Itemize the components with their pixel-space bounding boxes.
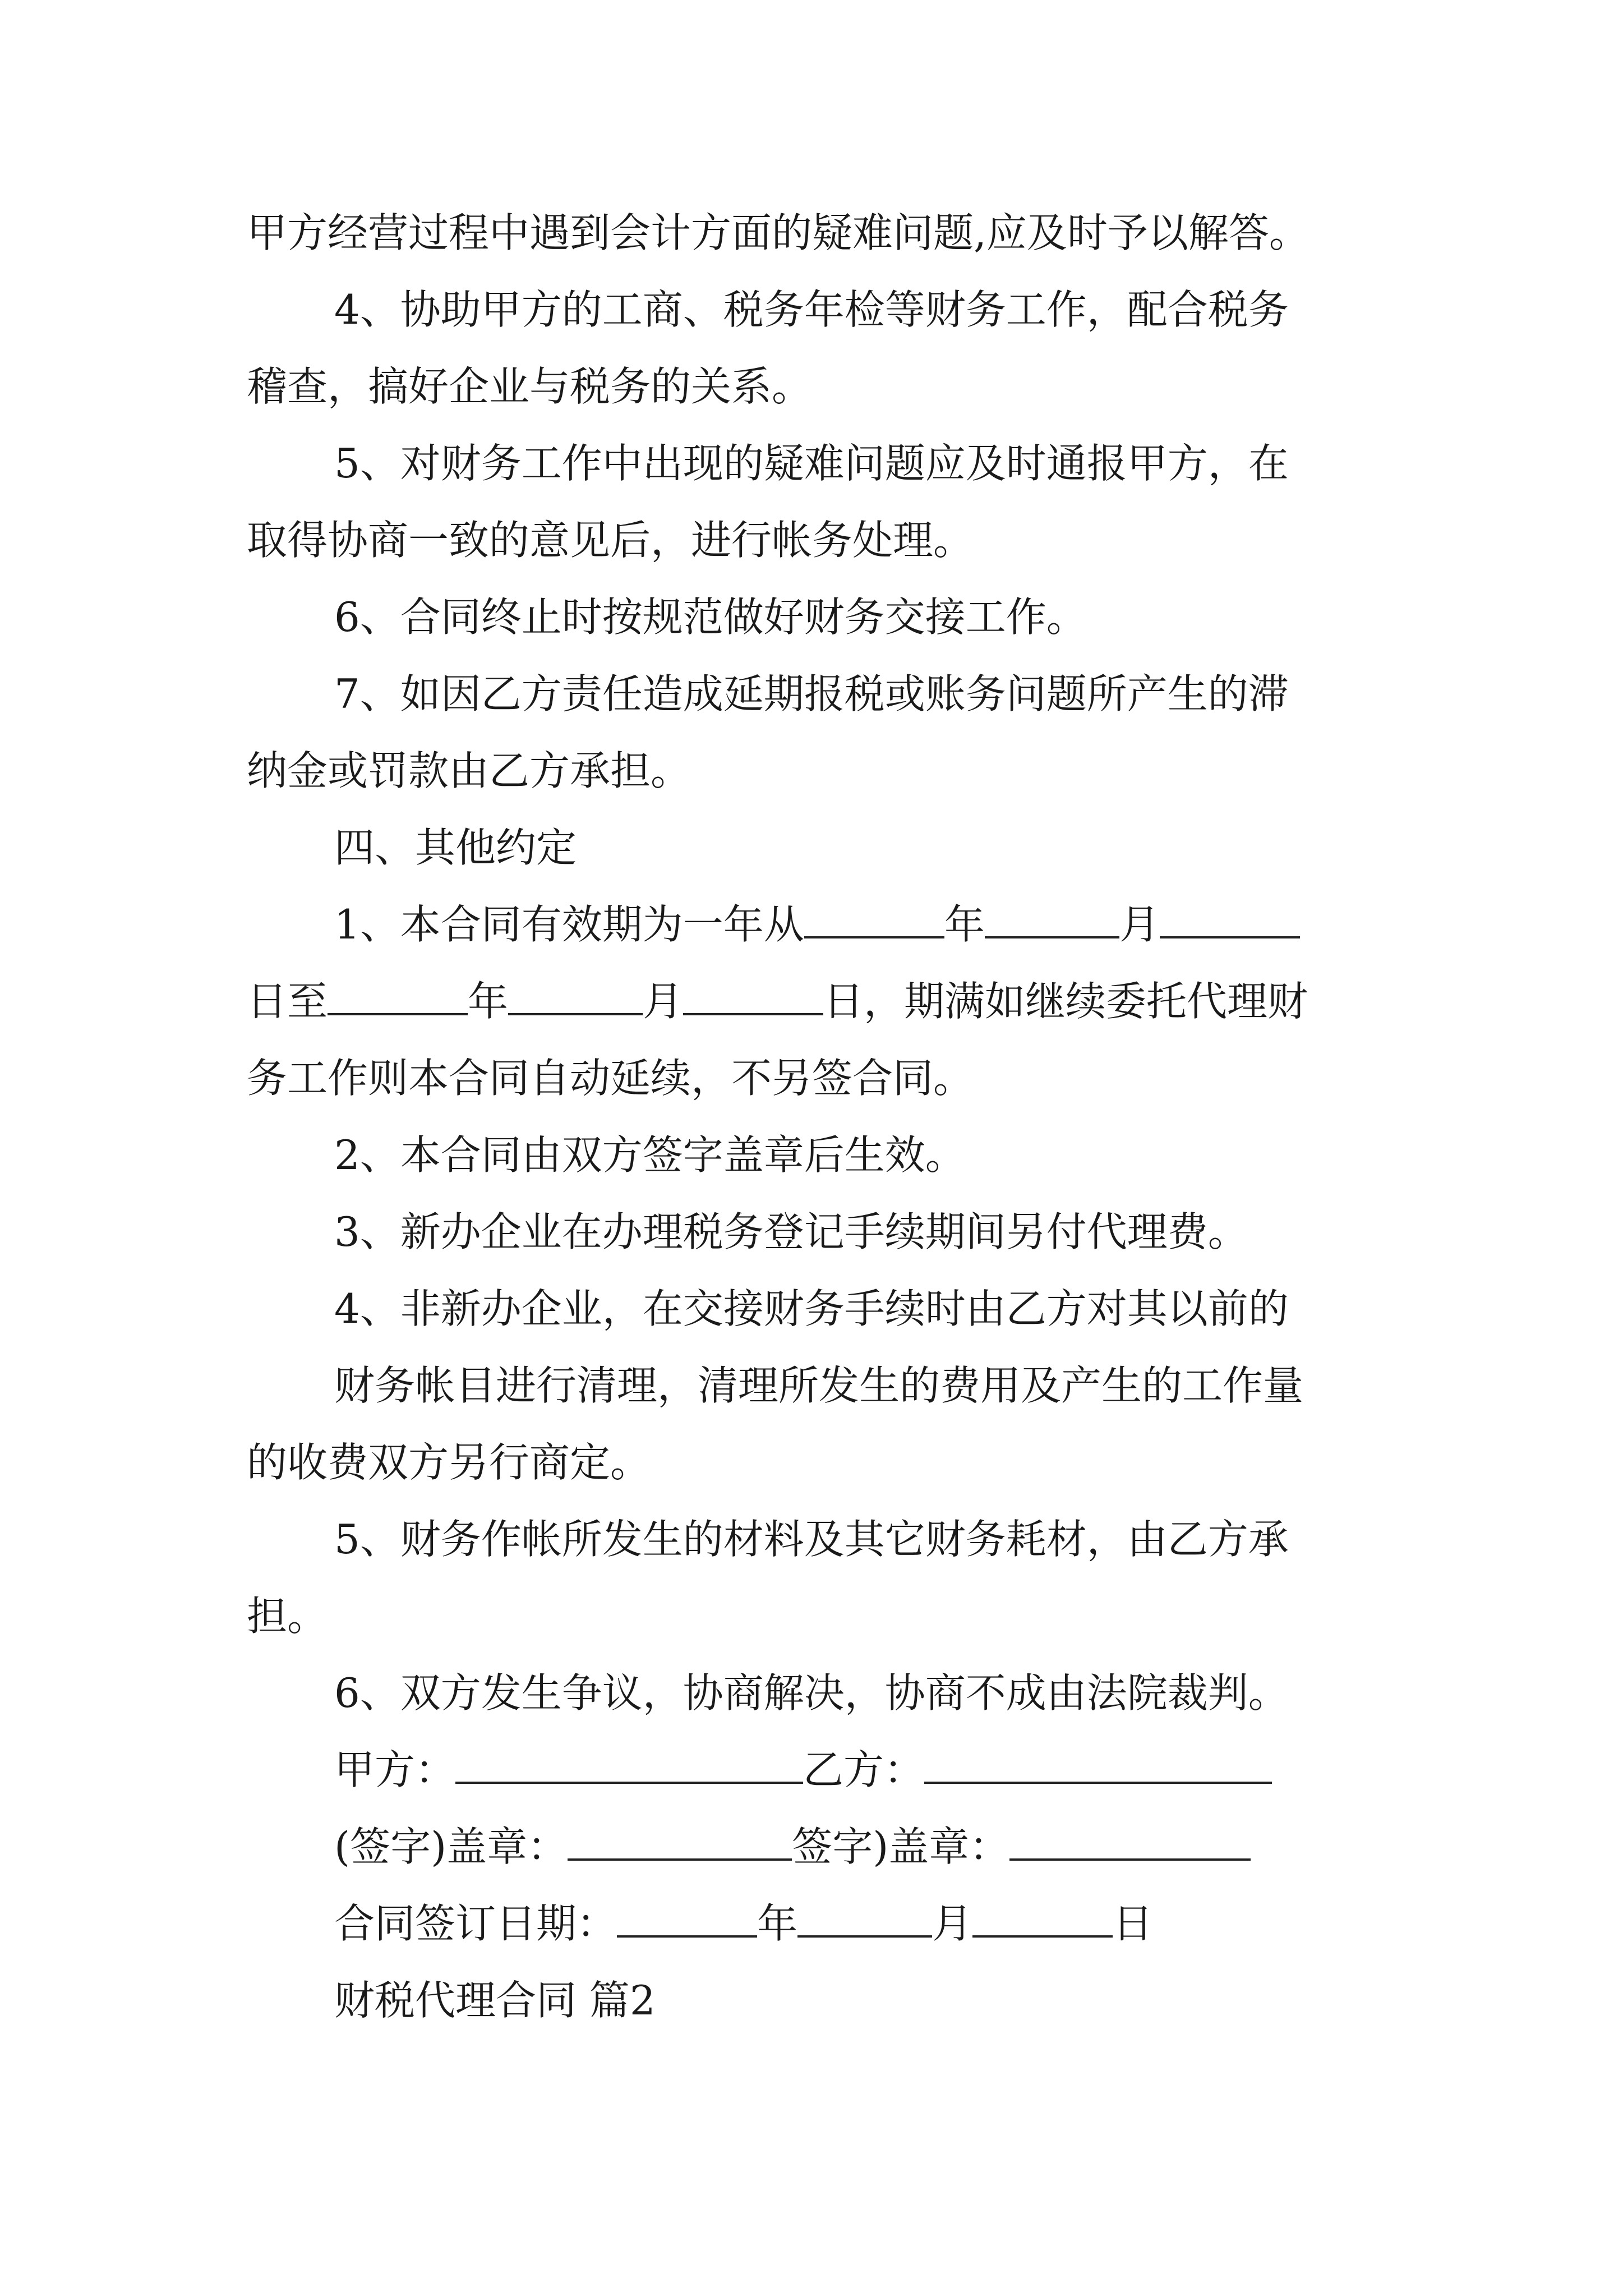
paragraph-line: 甲方经营过程中遇到会计方面的疑难问题,应及时予以解答。 — [247, 209, 1310, 256]
paragraph-line: 4、非新办企业，在交接财务手续时由乙方对其以前的 — [334, 1285, 1289, 1332]
year-label: 年 — [757, 1900, 798, 1947]
party-b-label: 乙方： — [803, 1746, 925, 1793]
paragraph-line: 5、财务作帐所发生的材料及其它财务耗材，由乙方承 — [334, 1516, 1289, 1563]
paragraph-line: 5、对财务工作中出现的疑难问题应及时通报甲方，在 — [334, 440, 1289, 487]
blank-field[interactable] — [508, 979, 643, 1015]
blank-field[interactable] — [1160, 903, 1300, 938]
term-prefix: 1、本合同有效期为一年从 — [334, 901, 804, 948]
party-a-field[interactable] — [455, 1748, 803, 1784]
paragraph-line: 稽查，搞好企业与税务的关系。 — [247, 363, 813, 410]
party-b-field[interactable] — [924, 1748, 1272, 1784]
month-label: 月 — [932, 1900, 973, 1947]
section-heading: 四、其他约定 — [334, 824, 577, 871]
year-label: 年 — [468, 978, 509, 1025]
month-label: 月 — [643, 978, 684, 1025]
blank-field[interactable] — [804, 903, 944, 938]
paragraph-line: 的收费双方另行商定。 — [247, 1439, 651, 1486]
paragraph-line: 担。 — [247, 1593, 328, 1640]
seal-a-field[interactable] — [568, 1825, 792, 1861]
term-line — [247, 970, 1308, 1032]
blank-field[interactable] — [985, 903, 1119, 938]
paragraph-line: 7、如因乙方责任造成延期报税或账务问题所产生的滞 — [334, 670, 1289, 717]
paragraph-line: 4、协助甲方的工商、税务年检等财务工作，配合税务 — [334, 286, 1289, 333]
party-a-label: 甲方： — [334, 1746, 456, 1793]
paragraph-line: 2、本合同由双方签字盖章后生效。 — [334, 1131, 966, 1179]
paragraph-line: 6、双方发生争议，协商解决，协商不成由法院裁判。 — [334, 1669, 1289, 1717]
paragraph-line: 务工作则本合同自动延续，不另签合同。 — [247, 1055, 974, 1102]
blank-field[interactable] — [617, 1902, 757, 1938]
blank-field[interactable] — [972, 1902, 1113, 1938]
day-label: 日 — [1113, 1900, 1154, 1947]
signing-date-line — [334, 1893, 1153, 1954]
signature-party-line — [334, 1739, 1272, 1801]
month-label: 月 — [1119, 901, 1160, 948]
section-heading: 财税代理合同 篇2 — [334, 1977, 656, 2024]
date-label: 合同签订日期： — [334, 1900, 617, 1947]
paragraph-line: 6、合同终止时按规范做好财务交接工作。 — [334, 593, 1087, 641]
seal-b-field[interactable] — [1009, 1825, 1251, 1861]
paragraph-line: 3、新办企业在办理税务登记手续期间另付代理费。 — [334, 1208, 1248, 1255]
term-prefix: 日至 — [247, 978, 328, 1025]
blank-field[interactable] — [328, 979, 468, 1015]
blank-field[interactable] — [797, 1902, 932, 1938]
seal-a-label: (签字)盖章： — [334, 1823, 568, 1870]
seal-b-label: 签字)盖章： — [792, 1823, 1010, 1870]
paragraph-line: 财务帐目进行清理，清理所发生的费用及产生的工作量 — [334, 1362, 1304, 1409]
year-label: 年 — [944, 901, 985, 948]
signature-seal-line — [334, 1816, 1251, 1878]
paragraph-line: 纳金或罚款由乙方承担。 — [247, 747, 691, 794]
term-suffix: 日，期满如继续委托代理财 — [823, 978, 1308, 1025]
paragraph-line: 取得协商一致的意见后，进行帐务处理。 — [247, 517, 974, 564]
term-line — [334, 894, 1300, 955]
blank-field[interactable] — [683, 979, 823, 1015]
